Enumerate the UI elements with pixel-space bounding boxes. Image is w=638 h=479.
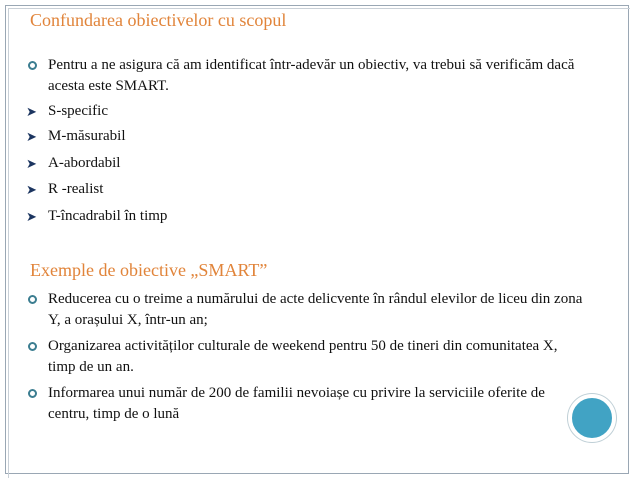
list-item-text: M-măsurabil: [48, 128, 126, 144]
arrow-bullet-icon: ➤: [26, 104, 37, 119]
list-item-text: Reducerea cu o treime a numărului de acte delicvente în rândul elevilor de liceu din zona Y, a orașului X, într-un an;: [48, 291, 583, 328]
section-heading-1: Confundarea obiectivelor cu scopul: [30, 10, 287, 30]
arrow-bullet-icon: ➤: [26, 182, 37, 197]
ring-bullet-icon: [26, 383, 44, 404]
list-item: [26, 153, 586, 174]
ring-bullet-icon: [26, 289, 44, 310]
list-item-text: Informarea unui număr de 200 de familii nevoiașe cu privire la serviciile oferite de centru, timp de o lună: [48, 385, 545, 422]
list-item: [26, 206, 586, 227]
intro-item: [26, 55, 586, 97]
section-heading-2: Exemple de obiective „SMART”: [30, 260, 268, 280]
list-item-text: A-abordabil: [48, 155, 121, 171]
arrow-bullet-icon: ➤: [26, 209, 37, 224]
list-item: [26, 383, 586, 425]
list-item-text: T-încadrabil în timp: [48, 208, 168, 224]
intro-text: Pentru a ne asigura că am identificat într-adevăr un obiectiv, va trebui să verificăm dacă acesta este SMART.: [48, 57, 575, 94]
ring-bullet-icon: [26, 336, 44, 357]
list-item-text: S-specific: [48, 103, 108, 119]
decorative-circle: [568, 394, 616, 442]
arrow-bullet-icon: ➤: [26, 129, 37, 144]
list-item: [26, 289, 586, 331]
list-item: [26, 126, 586, 147]
ring-bullet-icon: [26, 55, 44, 76]
list-item: [26, 179, 586, 200]
list-item-text: Organizarea activităților culturale de weekend pentru 50 de tineri din comunitatea X, timp de un an.: [48, 338, 558, 375]
list-item: [26, 101, 586, 122]
arrow-bullet-icon: ➤: [26, 156, 37, 171]
list-item-text: R -realist: [48, 181, 104, 197]
list-item: [26, 336, 586, 378]
